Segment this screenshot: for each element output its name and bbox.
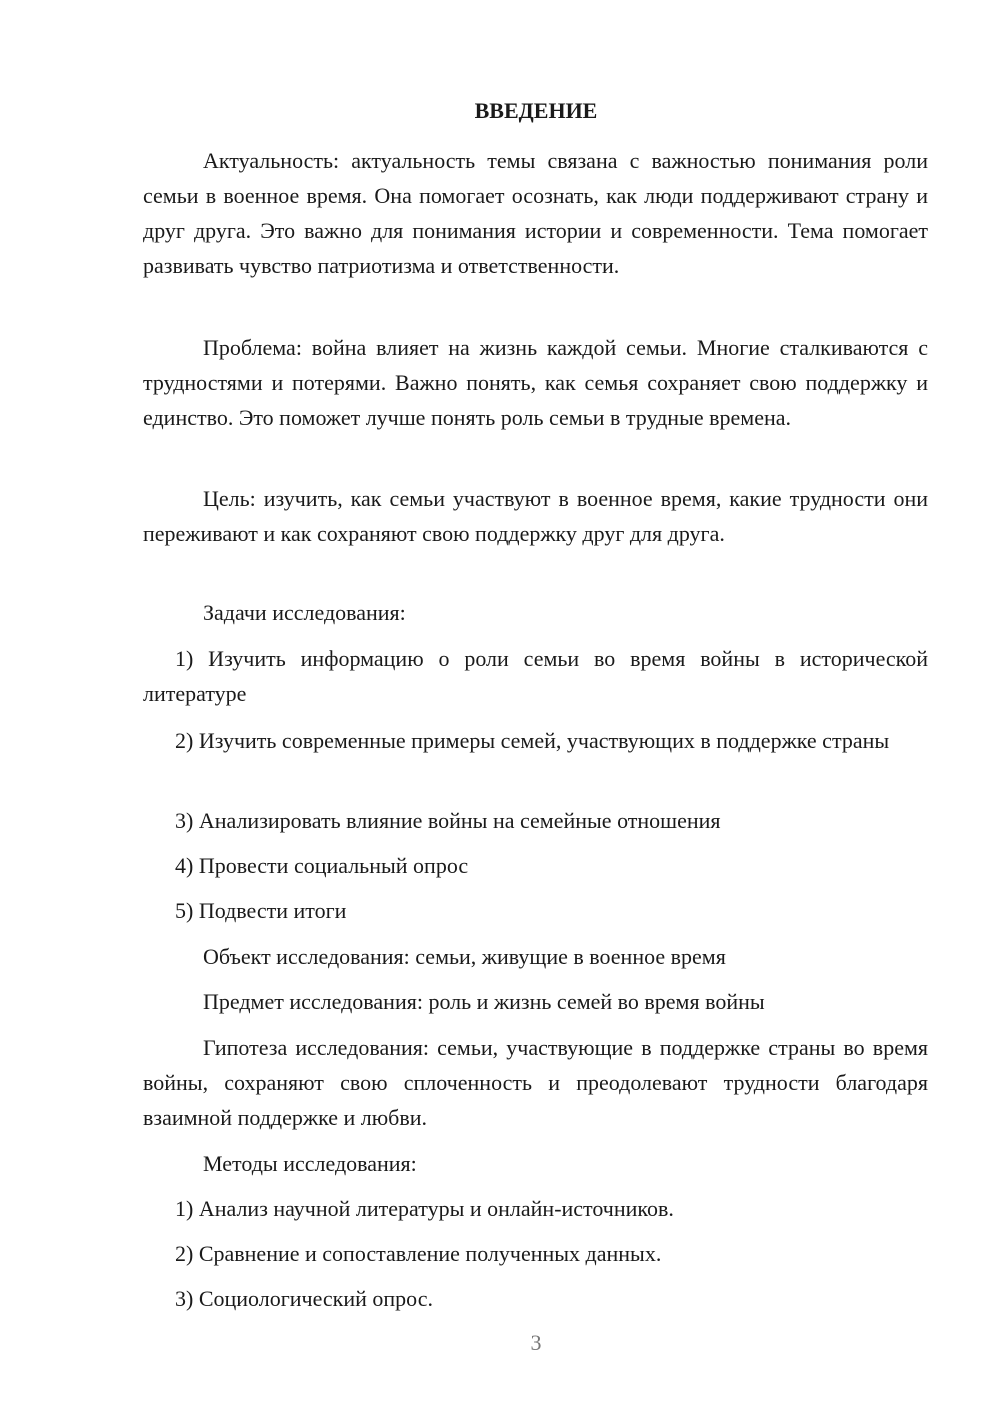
problem-paragraph: Проблема: война влияет на жизнь каждой семьи. Многие сталкиваются с трудностями и потерями. Важно понять, как семья сохраняет свою поддержку и единство. Это поможет лучше понять роль семьи в трудные времена. (143, 335, 928, 430)
goal-paragraph: Цель: изучить, как семьи участвуют в военное время, какие трудности они переживают и как сохраняют свою поддержку друг для друга. (143, 486, 928, 546)
method-item: 1) Анализ научной литературы и онлайн-источников. (175, 1196, 674, 1221)
task-item: 5) Подвести итоги (175, 898, 347, 923)
task-item: 4) Провести социальный опрос (175, 853, 469, 878)
task-item: 1) Изучить информацию о роли семьи во время войны в исторической литературе (143, 646, 928, 706)
object-paragraph: Объект исследования: семьи, живущие в военное время (203, 944, 726, 969)
method-item: 3) Социологический опрос. (175, 1286, 433, 1311)
page-number: 3 (530, 1330, 542, 1355)
task-item: 3) Анализировать влияние войны на семейные отношения (175, 808, 721, 833)
tasks-heading: Задачи исследования: (203, 600, 406, 625)
method-item: 2) Сравнение и сопоставление полученных данных. (175, 1241, 662, 1266)
subject-paragraph: Предмет исследования: роль и жизнь семей во время войны (203, 989, 765, 1014)
page-title: ВВЕДЕНИЕ (474, 98, 598, 123)
hypothesis-paragraph: Гипотеза исследования: семьи, участвующие в поддержке страны во время войны, сохраняют свою сплоченность и преодолевают трудности благодаря взаимной поддержке и любви. (143, 1035, 928, 1130)
relevance-paragraph: Актуальность: актуальность темы связана с важностью понимания роли семьи в военное время. Она помогает осознать, как люди поддерживают страну и друг друга. Это важно для понимания истории и современности. Тема помогает развивать чувство патриотизма и ответственности. (143, 148, 928, 278)
task-item: 2) Изучить современные примеры семей, участвующих в поддержке страны (175, 728, 890, 753)
methods-heading: Методы исследования: (203, 1151, 417, 1176)
